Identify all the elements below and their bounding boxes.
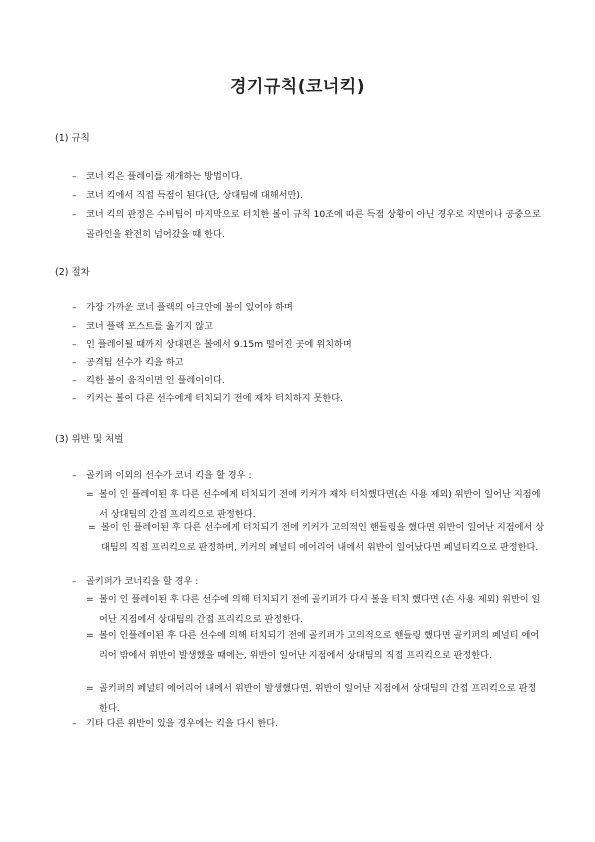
list-item: – 코너 킥에서 직접 득점이 된다(단, 상대팀에 대해서만).: [72, 186, 542, 206]
dash-mark: –: [72, 718, 77, 729]
list-item: – 공격팀 선수가 킥을 하고: [72, 353, 542, 373]
dash-mark: –: [72, 393, 77, 404]
list-item: – 인 플레이될 때까지 상대편은 볼에서 9.15m 떨어진 곳에 위치하며: [72, 335, 542, 355]
list-item: – 코너 플랙 포스트를 옮기지 않고: [72, 317, 542, 337]
dash-mark: –: [72, 302, 77, 313]
dash-mark: –: [72, 339, 77, 350]
list-item: – 킥한 볼이 움직이면 인 플레이이다.: [72, 371, 542, 391]
equal-mark: =: [86, 683, 94, 694]
equal-mark: =: [86, 489, 94, 500]
sub-item: = 볼이 인 플레이된 후 다른 선수에 의해 터치되기 전에 골키퍼가 다시 볼을 터치 했다면 (손 사용 제외) 위반이 일어난 지점에서 상대팀의 간접 프리킥으로 판정한다.: [86, 590, 544, 629]
dash-mark: –: [72, 209, 77, 220]
section-heading-rules: (1) 규칙: [55, 133, 90, 144]
dash-mark: –: [72, 375, 77, 386]
dash-mark: –: [72, 470, 77, 481]
dash-mark: –: [72, 357, 77, 368]
list-item: – 코너 킥의 판정은 수비팀이 마지막으로 터치한 볼이 규칙 10조에 따른 득점 상황이 아닌 경우로 지면이나 공중으로 골라인을 완전히 넘어갔을 때 한다.: [72, 205, 542, 244]
section-heading-procedure: (2) 절차: [55, 267, 90, 278]
list-item: – 키커는 볼이 다른 선수에게 터치되기 전에 재차 터치하지 못한다.: [72, 389, 542, 409]
sub-item: = 골키퍼의 페널티 에어리어 내에서 위반이 발생했다면, 위반이 일어난 지점에서 상대팀의 간접 프리킥으로 판정한다.: [86, 679, 544, 718]
dash-mark: –: [72, 190, 77, 201]
dash-mark: –: [72, 171, 77, 182]
section-heading-violations: (3) 위반 및 처벌: [55, 434, 124, 445]
sub-item: = 볼이 인 플레이된 후 다른 선수에게 터치되기 전에 키커가 재차 터치했다면(손 사용 제외) 위반이 일어난 지점에서 상대팀의 간접 프리킥으로 판정한다.: [86, 485, 544, 524]
sub-item: = 볼이 인 플레이된 후 다른 선수에게 터치되기 전에 키커가 고의적인 핸들링을 했다면 위반이 일어난 지점에서 상대팀의 직접 프리킥으로 판정하며, 키커의 페널티 에어리어 내에서 위반이 일어났다면 페널티킥으로 판정한다.: [88, 518, 546, 557]
list-item: – 코너 킥은 플레이를 재개하는 방법이다.: [72, 167, 542, 187]
dash-mark: –: [72, 576, 77, 587]
list-item: – 기타 다른 위반이 있을 경우에는 킥을 다시 한다.: [72, 714, 542, 734]
list-item: – 골키퍼 이외의 선수가 코너 킥을 할 경우 :: [72, 466, 542, 486]
equal-mark: =: [86, 594, 94, 605]
list-item: – 골키퍼가 코너킥을 할 경우 :: [72, 572, 542, 592]
page-title: 경기규칙(코너킥): [230, 77, 365, 97]
sub-item: = 볼이 인플레이된 후 다른 선수에 의해 터치되기 전에 골키퍼가 고의적으로 핸들링 했다면 골키퍼의 페널티 에어리어 밖에서 위반이 발생했을 때에는, 위반이 일어난 지점에서 상대팀의 직접 프리킥으로 판정한다.: [86, 626, 544, 665]
equal-mark: =: [88, 522, 96, 533]
list-item: – 가장 가까운 코너 플랙의 아크안에 볼이 있어야 하며: [72, 298, 542, 318]
dash-mark: –: [72, 321, 77, 332]
equal-mark: =: [86, 630, 94, 641]
